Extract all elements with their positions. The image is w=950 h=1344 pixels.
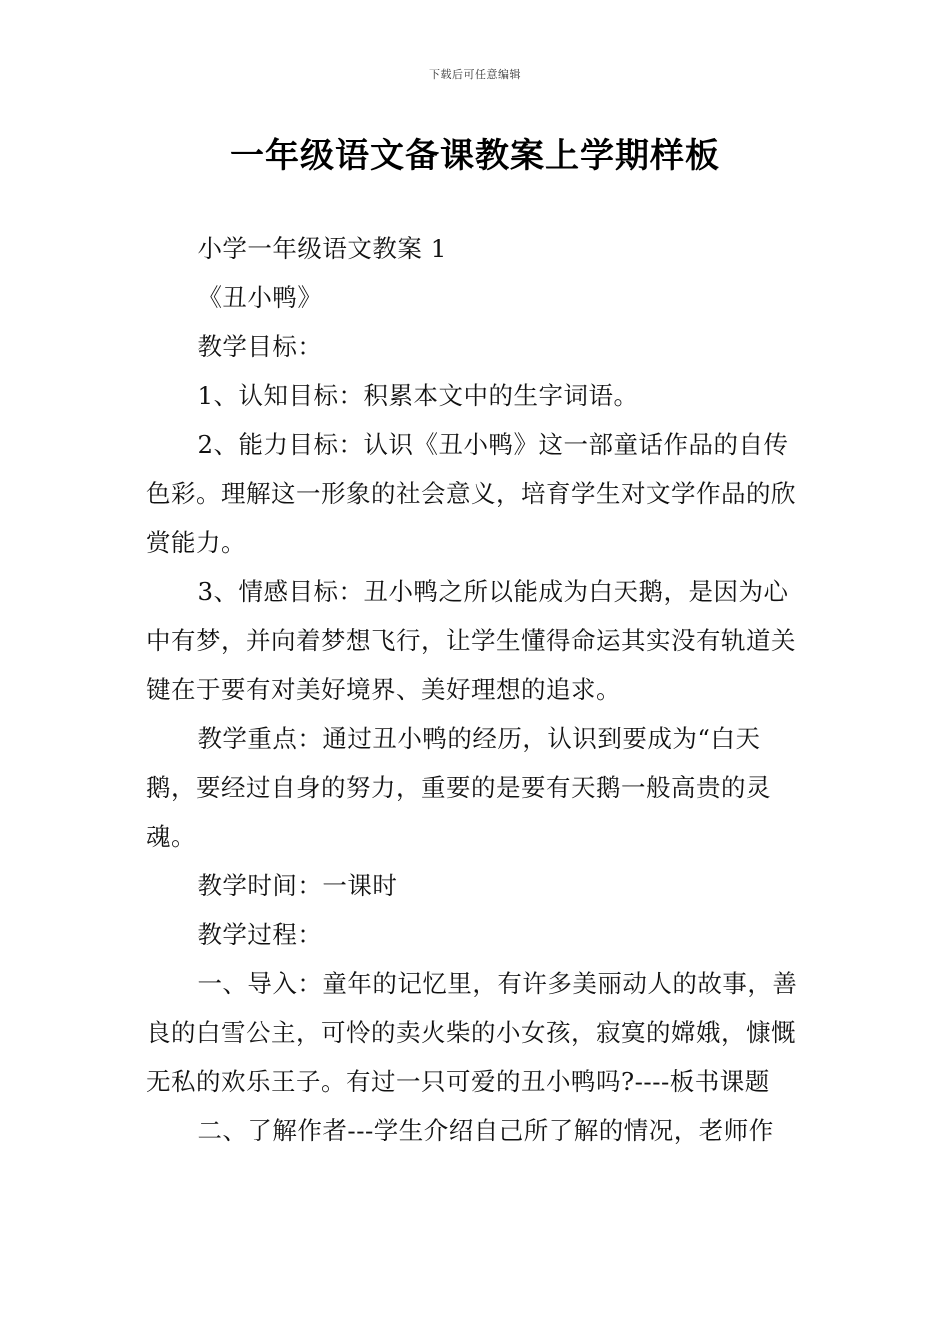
paragraph-step-introduction: 一、导入：童年的记忆里，有许多美丽动人的故事，善良的白雪公主，可怜的卖火柴的小女孩，寂寞的嫦娥，慷慨无私的欢乐王子。有过一只可爱的丑小鸭吗?----板书课题 [146,969,798,1096]
document-title: 一年级语文备课教案上学期样板 [230,136,720,176]
paragraph-teaching-process: 教学过程： [197,920,323,949]
paragraph-teaching-time: 教学时间：一课时 [197,871,398,900]
paragraph-step-author: 二、了解作者---学生介绍自己所了解的情况，老师作 [197,1116,774,1145]
paragraph-teaching-goals: 教学目标： [197,332,323,361]
paragraph-goal-ability: 2、能力目标：认识《丑小鸭》这一部童话作品的自传色彩。理解这一形象的社会意义，培育学生对文学作品的欣赏能力。 [146,430,796,557]
paragraph-goal-cognitive: 1、认知目标：积累本文中的生字词语。 [197,381,639,410]
document-body [146,224,808,1155]
paragraph-text-title: 《丑小鸭》 [197,283,323,312]
header-note: 下载后可任意编辑 [429,68,521,81]
paragraph-lesson-heading: 小学一年级语文教案 1 [197,234,447,263]
paragraph-goal-emotion: 3、情感目标：丑小鸭之所以能成为白天鹅，是因为心中有梦，并向着梦想飞行，让学生懂得命运其实没有轨道关键在于要有对美好境界、美好理想的追求。 [146,577,796,704]
paragraph-teaching-focus: 教学重点：通过丑小鸭的经历，认识到要成为“白天鹅，要经过自身的努力，重要的是要有天鹅一般高贵的灵魂。 [146,724,771,851]
